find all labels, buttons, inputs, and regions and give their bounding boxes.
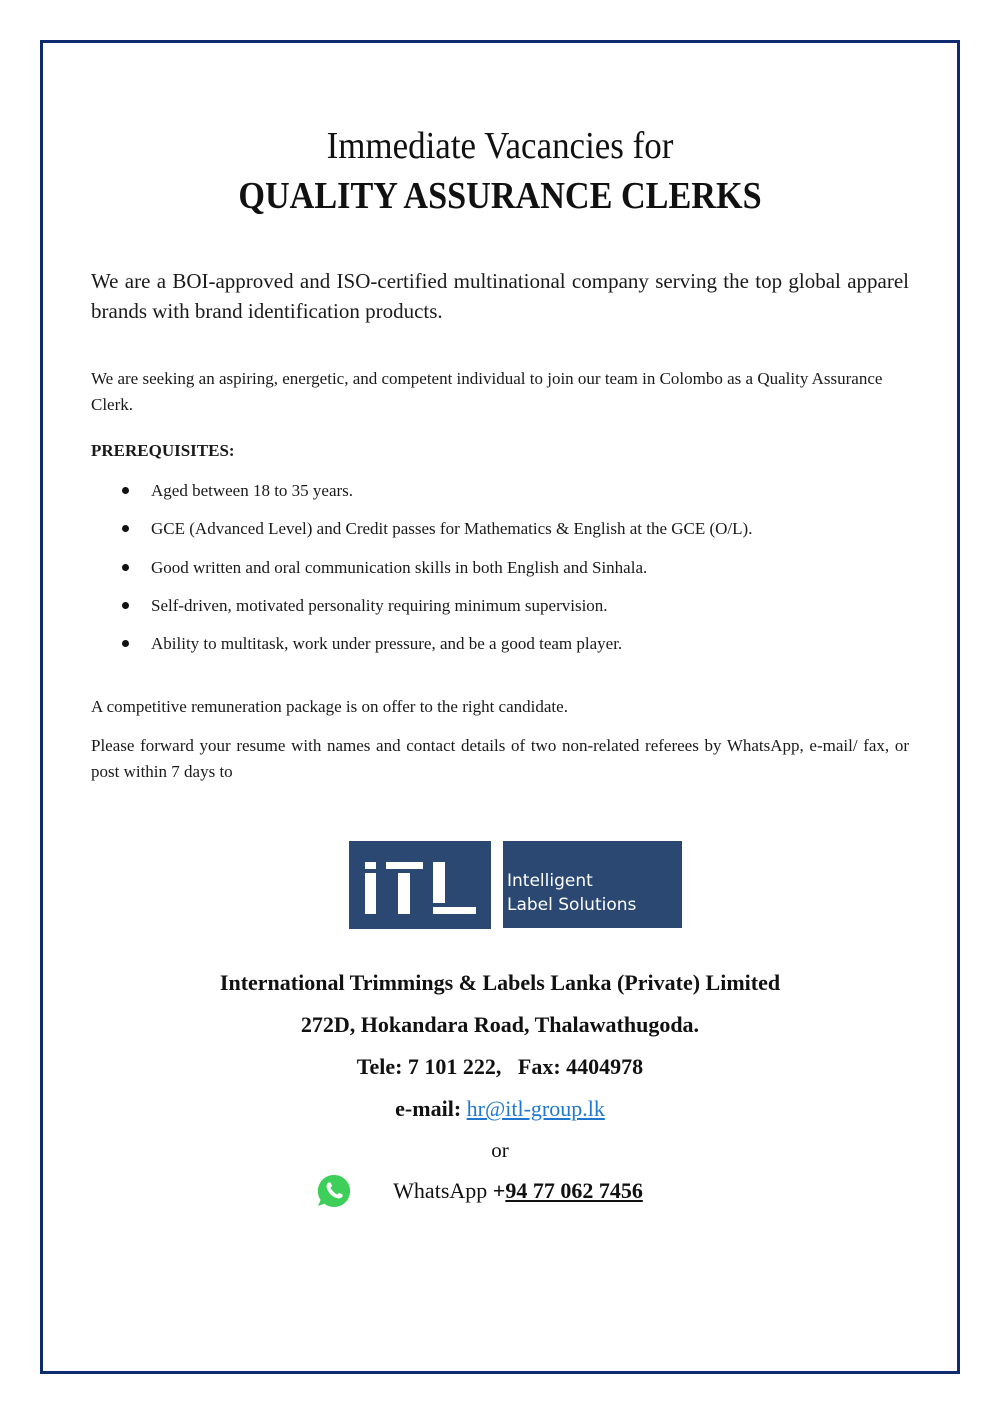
logo-t-bar <box>386 862 423 869</box>
title-line-1: Immediate Vacancies for <box>326 125 674 167</box>
whatsapp-plus: + <box>492 1178 506 1203</box>
list-item-text: Ability to multitask, work under pressure, and be a good team player. <box>151 634 623 654</box>
bullet-icon <box>122 640 129 647</box>
company-name: International Trimmings & Labels Lanka (Private) Limited <box>219 970 781 995</box>
phone-fax-line: Tele: 7 101 222, Fax: 4404978 <box>356 1054 644 1079</box>
whatsapp-line <box>0 1178 1000 1204</box>
bullet-icon <box>122 602 129 609</box>
logo-l-foot <box>433 907 476 914</box>
logo-t-stem <box>398 873 410 914</box>
whatsapp-label: WhatsApp <box>393 1178 488 1203</box>
bullet-icon <box>122 487 129 494</box>
logo-tagline-line-2: Label Solutions <box>507 895 637 915</box>
logo-i-stem <box>365 873 376 914</box>
email-line <box>0 1096 1000 1122</box>
bullet-icon <box>122 525 129 532</box>
whatsapp-number[interactable] <box>493 1178 643 1203</box>
itl-logo-mark <box>349 841 491 929</box>
list-item-text: Self-driven, motivated personality requiring minimum supervision. <box>151 595 608 615</box>
prerequisites-heading: PREREQUISITES: <box>91 441 235 460</box>
logo-tagline-line-1: Intelligent <box>507 871 593 891</box>
company-address: 272D, Hokandara Road, Thalawathugoda. <box>300 1012 700 1037</box>
email-link[interactable]: hr@itl-group.lk <box>466 1096 605 1121</box>
list-item-text: GCE (Advanced Level) and Credit passes for Mathematics & English at the GCE (O/L). <box>151 519 753 539</box>
logo-i-dot <box>365 862 376 869</box>
list-item <box>120 593 920 631</box>
remuneration-paragraph: A competitive remuneration package is on offer to the right candidate. <box>91 697 568 716</box>
prerequisites-list <box>120 478 920 669</box>
forward-paragraph: Please forward your resume with names and contact details of two non-related referees by WhatsApp, e-mail/ fax, or post within 7 days to <box>91 736 909 781</box>
list-item-text: Aged between 18 to 35 years. <box>151 481 354 500</box>
or-separator: or <box>491 1138 509 1162</box>
list-item <box>120 478 920 516</box>
title-line-2: QUALITY ASSURANCE CLERKS <box>238 175 762 217</box>
list-item <box>120 631 920 669</box>
list-item <box>120 516 920 554</box>
email-label: e-mail: <box>395 1096 462 1121</box>
bullet-icon <box>122 564 129 571</box>
intro-paragraph: We are a BOI-approved and ISO-certified multinational company serving the top global apparel brands with brand identification products. <box>91 269 909 323</box>
logo-l-stem <box>433 862 445 903</box>
list-item <box>120 555 920 593</box>
list-item-text: Good written and oral communication skills in both English and Sinhala. <box>151 557 648 577</box>
whatsapp-number-digits[interactable]: 94 77 062 7456 <box>505 1178 643 1203</box>
itl-logo-tagline <box>503 841 682 928</box>
seeking-paragraph: We are seeking an aspiring, energetic, and competent individual to join our team in Colombo as a Quality Assurance Clerk. <box>91 369 883 414</box>
